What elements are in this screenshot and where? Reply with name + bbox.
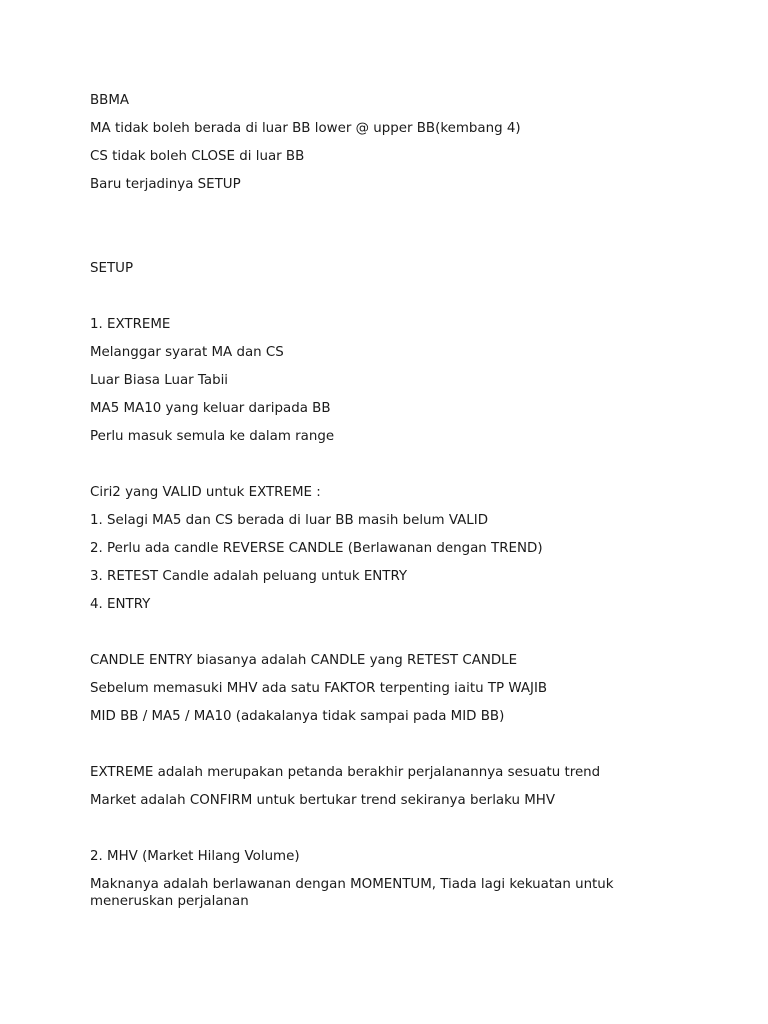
doc-line: CS tidak boleh CLOSE di luar BB <box>90 149 305 164</box>
doc-line: EXTREME adalah merupakan petanda berakhir perjalanannya sesuatu trend <box>90 765 601 780</box>
doc-line: MA tidak boleh berada di luar BB lower @ upper BB(kembang 4) <box>90 121 521 136</box>
doc-line: Ciri2 yang VALID untuk EXTREME : <box>90 485 321 500</box>
section-heading-setup: SETUP <box>90 261 134 276</box>
doc-line: Melanggar syarat MA dan CS <box>90 345 284 360</box>
list-item: 2. Perlu ada candle REVERSE CANDLE (Berlawanan dengan TREND) <box>90 541 543 556</box>
doc-line: Baru terjadinya SETUP <box>90 177 241 192</box>
list-heading-extreme: 1. EXTREME <box>90 317 171 332</box>
doc-line: Sebelum memasuki MHV ada satu FAKTOR terpenting iaitu TP WAJIB <box>90 681 548 696</box>
doc-paragraph: Maknanya adalah berlawanan dengan MOMENTUM, Tiada lagi kekuatan untuk meneruskan perjalanan <box>90 877 614 909</box>
list-item: 4. ENTRY <box>90 597 151 612</box>
doc-line: MA5 MA10 yang keluar daripada BB <box>90 401 331 416</box>
list-item: 1. Selagi MA5 dan CS berada di luar BB masih belum VALID <box>90 513 489 528</box>
doc-line: CANDLE ENTRY biasanya adalah CANDLE yang RETEST CANDLE <box>90 653 518 668</box>
list-heading-mhv: 2. MHV (Market Hilang Volume) <box>90 849 300 864</box>
doc-line: Luar Biasa Luar Tabii <box>90 373 229 388</box>
doc-line: Perlu masuk semula ke dalam range <box>90 429 335 444</box>
doc-line: Market adalah CONFIRM untuk bertukar trend sekiranya berlaku MHV <box>90 793 555 808</box>
doc-title: BBMA <box>90 93 130 108</box>
list-item: 3. RETEST Candle adalah peluang untuk ENTRY <box>90 569 408 584</box>
doc-line: MID BB / MA5 / MA10 (adakalanya tidak sampai pada MID BB) <box>90 709 505 724</box>
